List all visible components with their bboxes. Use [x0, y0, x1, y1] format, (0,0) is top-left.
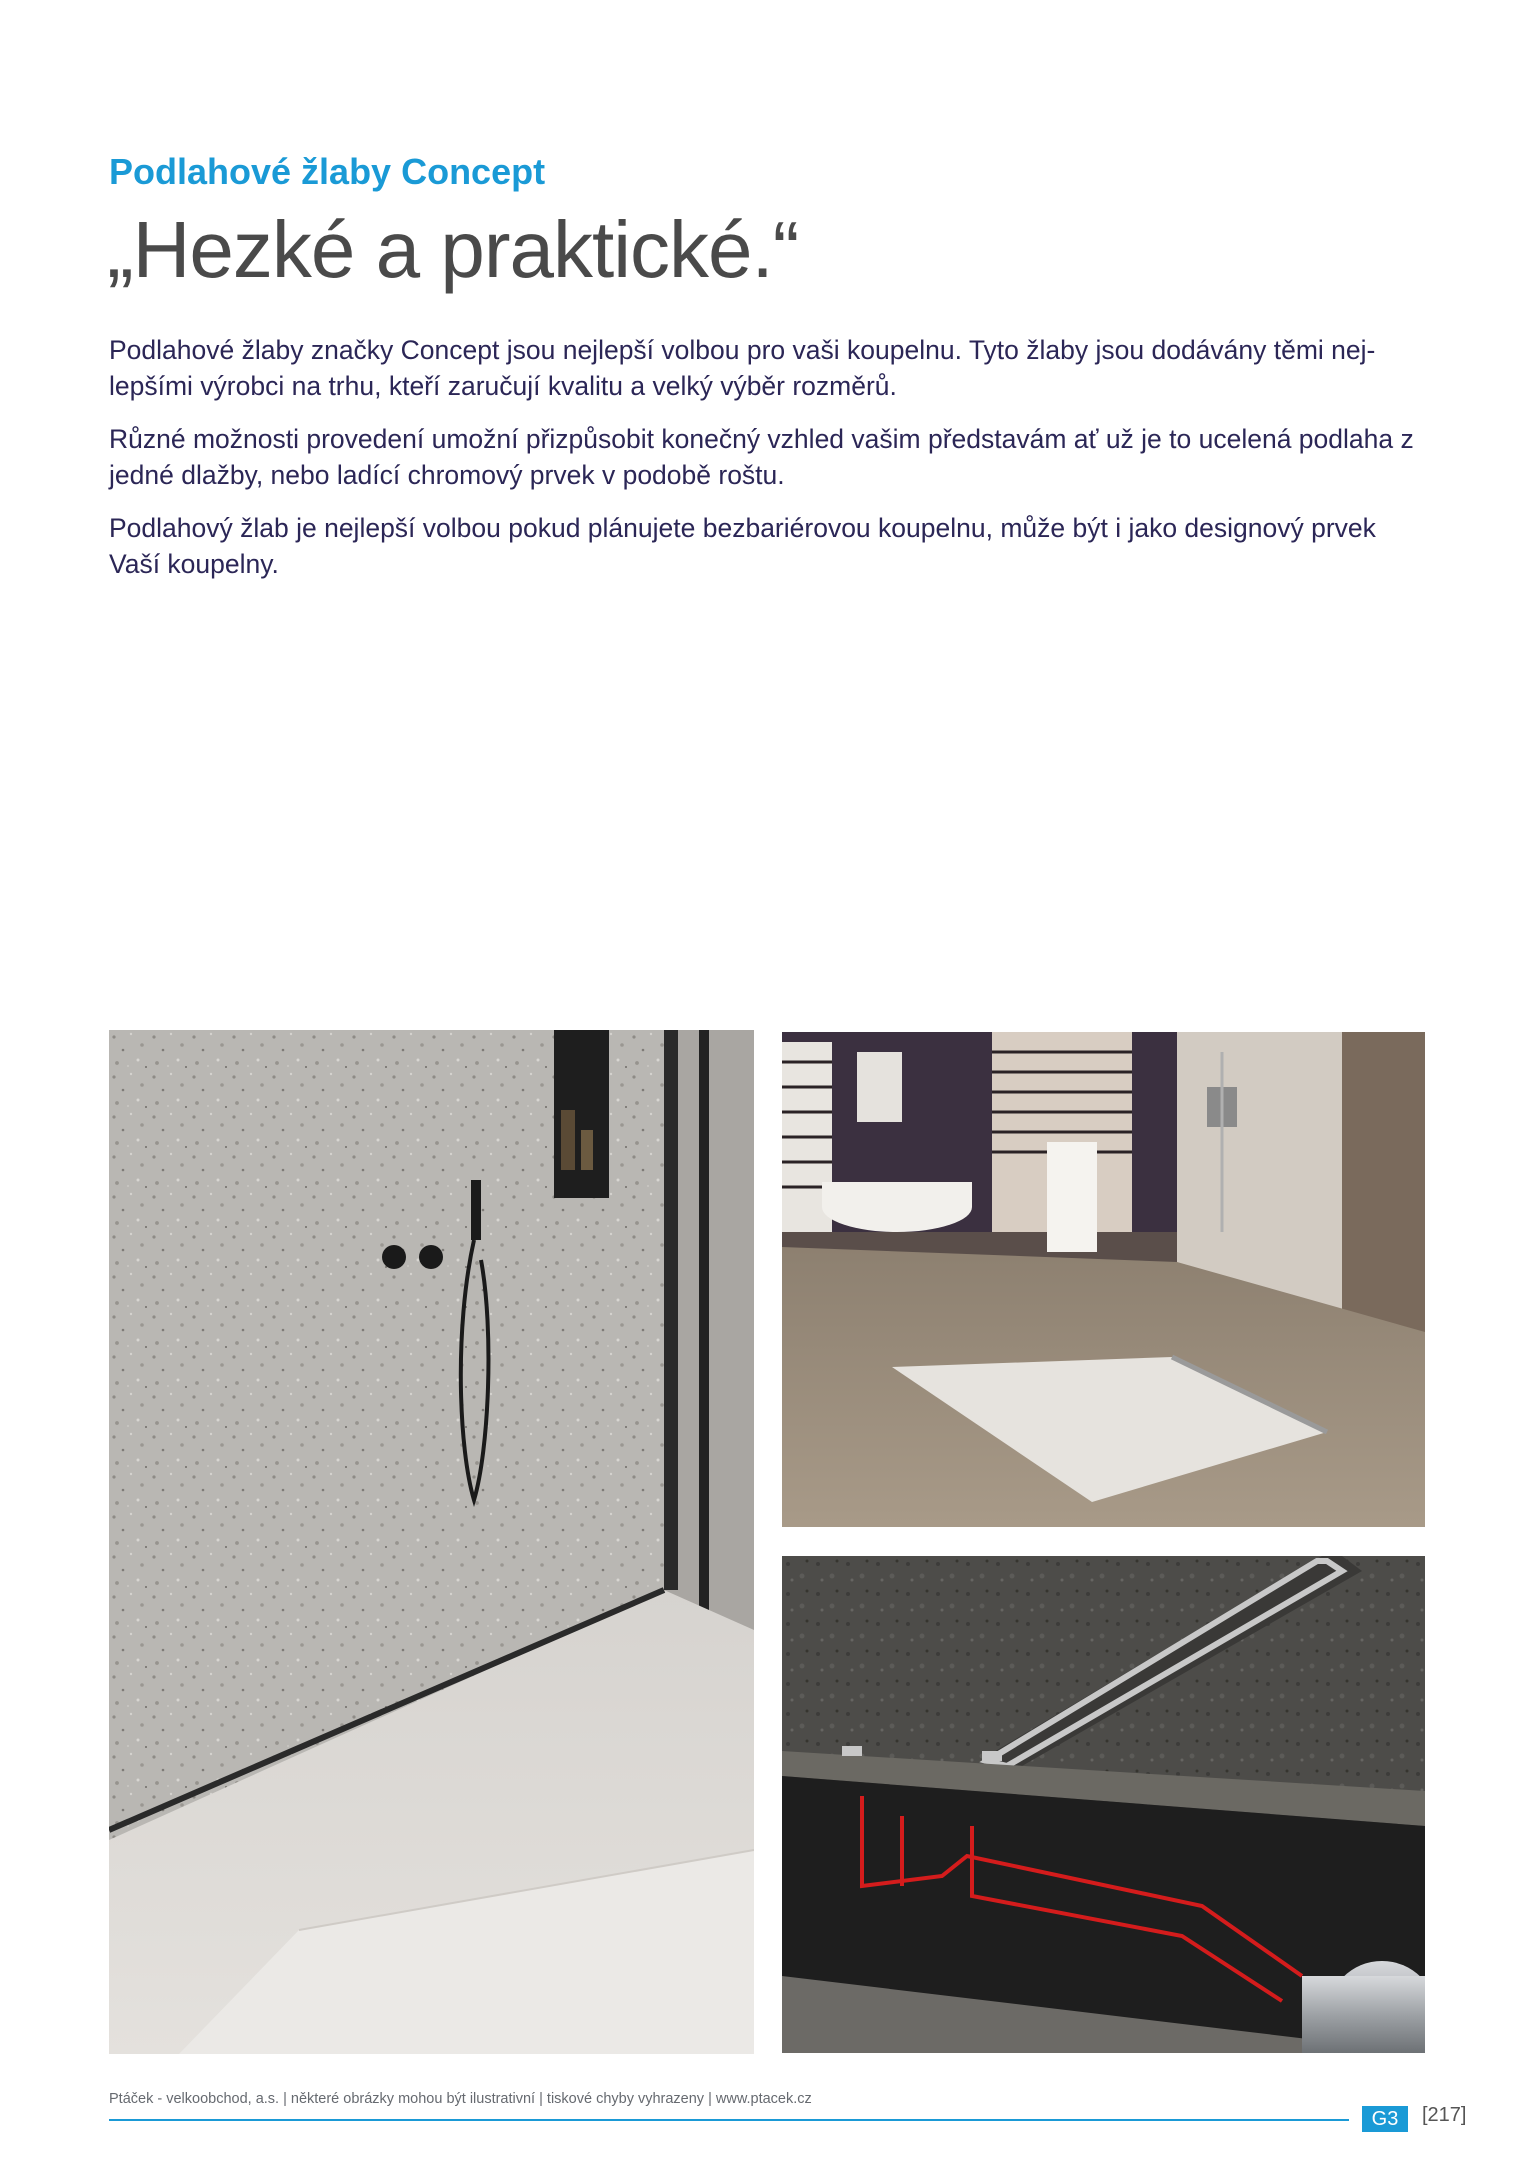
page-headline: „Hezké a praktické.“	[107, 205, 799, 294]
footer-disclaimer: Ptáček - velkoobchod, a.s. | některé obrázky mohou být ilustrativní | tiskové chyby vyhrazeny | www.ptacek.cz	[109, 2091, 812, 2107]
section-badge: G3	[1362, 2106, 1408, 2132]
shower-wall-photo	[109, 1030, 754, 2054]
paragraph: Podlahové žlaby značky Concept jsou nejlepší volbou pro vaši koupelnu. Tyto žlaby jsou dodávány těmi nej-lepšími výrobci na trhu, kteří zaručují kvalitu a velký výběr rozměrů.	[109, 335, 1376, 401]
intro-text	[109, 332, 1429, 599]
bathroom-interior-photo	[782, 1032, 1425, 1527]
page-number: [217]	[1422, 2104, 1467, 2126]
paragraph: Různé možnosti provedení umožní přizpůsobit konečný vzhled vašim představám ať už je to ucelená podlaha z jedné dlažby, nebo ladící chromový prvek v podobě roštu.	[109, 424, 1414, 490]
section-subtitle: Podlahové žlaby Concept	[109, 151, 546, 192]
footer-divider	[109, 2119, 1349, 2121]
paragraph: Podlahový žlab je nejlepší volbou pokud plánujete bezbariérovou koupelnu, může být i jako designový prvek Vaší koupelny.	[109, 513, 1376, 579]
drain-cross-section-photo	[782, 1556, 1425, 2053]
